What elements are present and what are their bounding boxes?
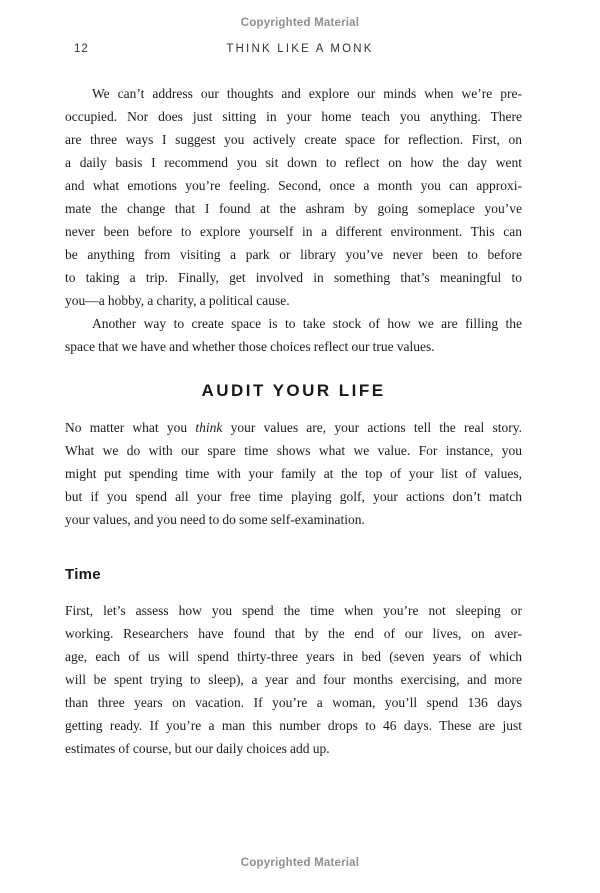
section-heading: AUDIT YOUR LIFE xyxy=(201,381,386,400)
page-body xyxy=(65,82,522,760)
text-line: are three ways I suggest you actively create space for reflection. First, on xyxy=(65,132,522,147)
text-line: will be spent trying to sleep), a year and four months exercising, and more xyxy=(65,672,522,687)
text-line: mate the change that I found at the ashram by going someplace you’ve xyxy=(65,201,522,216)
text-line: age, each of us will spend thirty-three years in bed (seven years of which xyxy=(65,649,522,664)
page-number: 12 xyxy=(74,43,89,55)
text-line: space that we have and whether those choices reflect our true values. xyxy=(65,339,435,354)
text-line: a daily basis I recommend you sit down to reflect on how the day went xyxy=(65,155,522,170)
text-line: working. Researchers have found that by the end of our lives, on aver- xyxy=(65,626,522,641)
page-header xyxy=(0,43,600,55)
paragraph xyxy=(65,599,522,760)
text-line: getting ready. If you’re a man this number drops to 46 days. These are just xyxy=(65,718,522,733)
copyright-watermark-bottom: Copyrighted Material xyxy=(240,857,360,869)
text-line: occupied. Nor does just sitting in your home teach you anything. There xyxy=(65,109,522,124)
text-line: Another way to create space is to take stock of how we are filling the xyxy=(92,316,522,331)
paragraph xyxy=(65,82,522,312)
text-line: We can’t address our thoughts and explore our minds when we’re pre- xyxy=(92,86,522,101)
text-line: never been before to explore yourself in a different environment. This can xyxy=(65,224,522,239)
text-line: be anything from visiting a park or library you’ve never been to before xyxy=(65,247,522,262)
text-line: and what emotions you’re feeling. Second, once a month you can approxi- xyxy=(65,178,522,193)
text-line: to taking a trip. Finally, get involved in something that’s meaningful to xyxy=(65,270,522,285)
text-line: might put spending time with your family at the top of your list of values, xyxy=(65,466,522,481)
emphasized-word: think xyxy=(195,420,223,435)
running-title: THINK LIKE A MONK xyxy=(226,43,374,55)
text-line: but if you spend all your free time playing golf, your actions don’t match xyxy=(65,489,522,504)
paragraph xyxy=(65,312,522,358)
text-line: than three years on vacation. If you’re a woman, you’ll spend 136 days xyxy=(65,695,522,710)
text-line: your values, and you need to do some self-examination. xyxy=(65,512,365,527)
text-line: What we do with our spare time shows what we value. For instance, you xyxy=(65,443,522,458)
text-line: First, let’s assess how you spend the time when you’re not sleeping or xyxy=(65,603,522,618)
text-line: you—a hobby, a charity, a political cause. xyxy=(65,293,290,308)
text-line: No matter what you think your values are, your actions tell the real story. xyxy=(65,420,522,435)
copyright-watermark-top: Copyrighted Material xyxy=(240,17,360,29)
paragraph xyxy=(65,416,522,531)
text-line: estimates of course, but our daily choices add up. xyxy=(65,741,330,756)
subsection-heading: Time xyxy=(65,566,101,583)
